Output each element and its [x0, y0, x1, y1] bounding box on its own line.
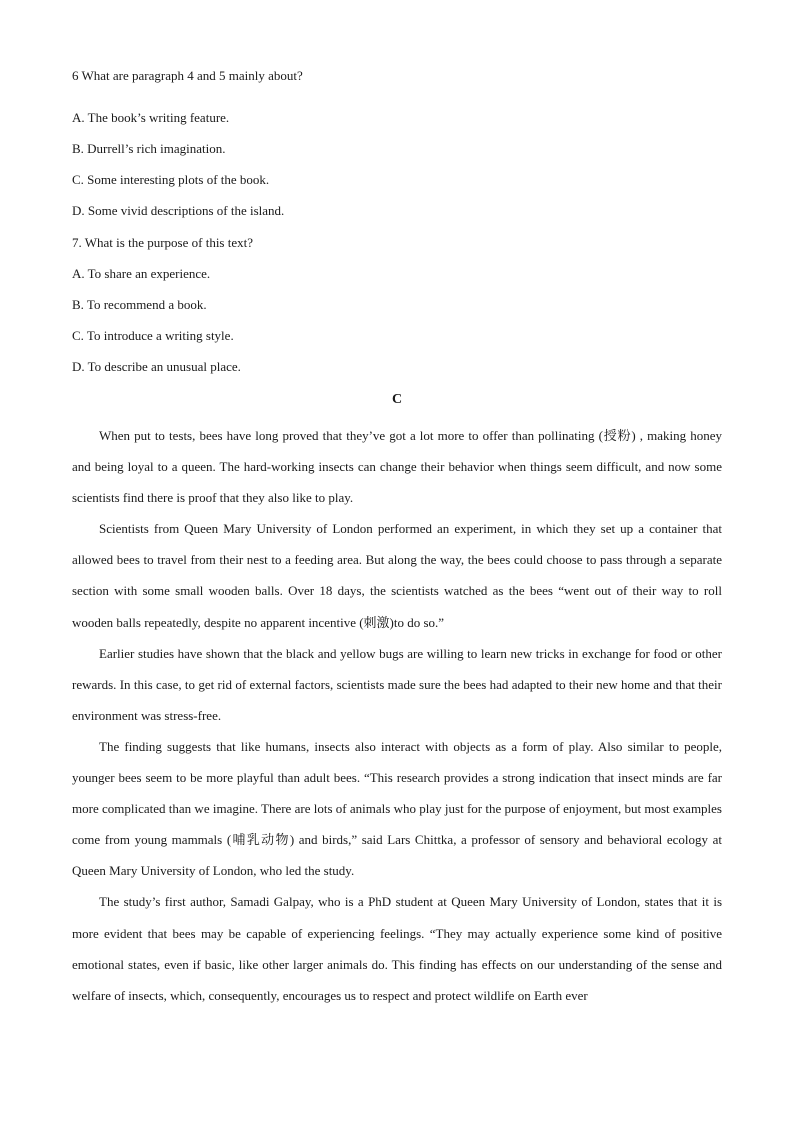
passage-paragraph-2: Scientists from Queen Mary University of London performed an experiment, in which they set up a container that allowed bees to travel from their nest to a feeding area. But along the way, the bees could choose to pass through a separate section with some small wooden balls. Over 18 days, the scientists watched as the bees “went out of their way to roll wooden balls repeatedly, despite no apparent incentive (刺激)to do so.” — [72, 521, 722, 630]
question-7-option-d: D. To describe an unusual place. — [72, 359, 241, 374]
question-6-stem: 6 What are paragraph 4 and 5 mainly about? — [72, 68, 303, 83]
passage — [72, 420, 722, 1011]
question-6-option-c: C. Some interesting plots of the book. — [72, 172, 270, 187]
passage-paragraph-4: The finding suggests that like humans, insects also interact with objects as a form of play. Also similar to people, younger bees seem to be more playful than adult bees. “This research provides a strong indication that insect minds are far more complicated than we imagine. There are lots of animals who play just for the purpose of enjoyment, but most examples come from young mammals (哺乳动物) and birds,” said Lars Chittka, a professor of sensory and behavioral ecology at Queen Mary University of London, who led the study. — [72, 738, 722, 879]
question-6-option-a: A. The book’s writing feature. — [72, 110, 230, 125]
passage-paragraph-5: The study’s first author, Samadi Galpay, who is a PhD student at Queen Mary University of London, states that it is more evident that bees may be capable of experiencing feelings. “They may actually experience some kind of positive emotional states, even if basic, like other larger animals do. This finding has effects on our understanding of the sense and welfare of insects, which, consequently, encourages us to respect and protect wildlife on Earth ever — [72, 894, 722, 1003]
question-6-option-b: B. Durrell’s rich imagination. — [72, 141, 226, 156]
question-7-stem: 7. What is the purpose of this text? — [72, 235, 254, 250]
passage-paragraph-3: Earlier studies have shown that the black and yellow bugs are willing to learn new tricks in exchange for food or other rewards. In this case, to get rid of external factors, scientists made sure the bees had adapted to their new home and that their environment was stress-free. — [72, 645, 722, 723]
question-7-option-b: B. To recommend a book. — [72, 297, 207, 312]
passage-paragraph-1: When put to tests, bees have long proved that they’ve got a lot more to offer than pollinating (授粉) , making honey and being loyal to a queen. The hard-working insects can change their behavior when things seem difficult, and now some scientists find there is proof that they also like to play. — [72, 428, 722, 506]
question-7-option-c: C. To introduce a writing style. — [72, 328, 234, 343]
question-7-option-a: A. To share an experience. — [72, 266, 211, 281]
question-6-option-d: D. Some vivid descriptions of the island. — [72, 203, 285, 218]
section-heading: C — [391, 392, 403, 407]
